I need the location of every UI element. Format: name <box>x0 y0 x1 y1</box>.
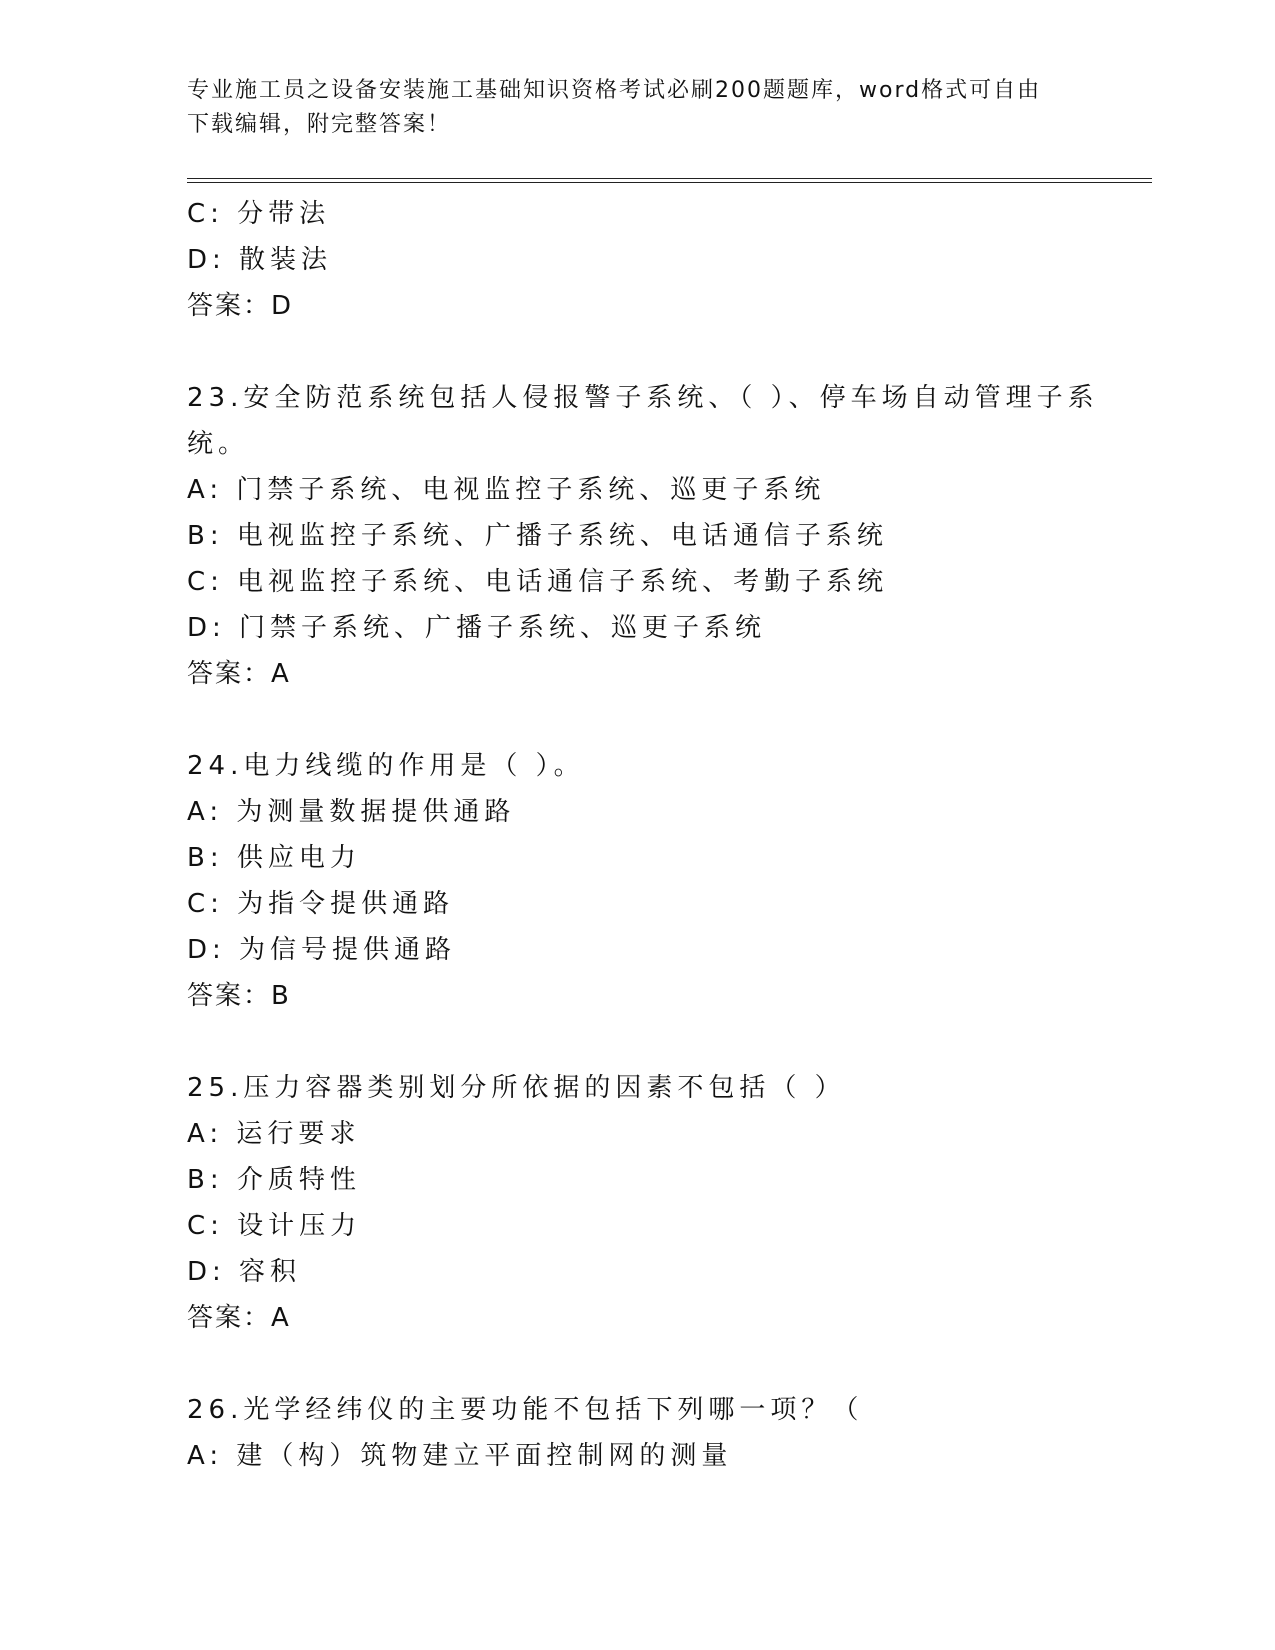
option-d: D: 散装法 <box>187 245 333 275</box>
spacer <box>187 1341 1152 1387</box>
document-header <box>187 74 1067 142</box>
question-stem: 24.电力线缆的作用是（ ）。 <box>187 751 585 781</box>
option-a: A: 为测量数据提供通路 <box>187 797 516 827</box>
question-stem-line-1: 23.安全防范系统包括人侵报警子系统、（ ）、停车场自动管理子系 <box>187 383 1099 413</box>
question-stem: 25.压力容器类别划分所依据的因素不包括（ ） <box>187 1073 846 1103</box>
option-c: C: 分带法 <box>187 199 331 229</box>
answer: 答案：A <box>187 1303 291 1333</box>
option-d: D: 为信号提供通路 <box>187 935 457 965</box>
option-b: B: 供应电力 <box>187 843 361 873</box>
question-26 <box>187 1387 1152 1479</box>
option-a: A: 门禁子系统、电视监控子系统、巡更子系统 <box>187 475 826 505</box>
question-23 <box>187 375 1152 697</box>
option-a: A: 建（构）筑物建立平面控制网的测量 <box>187 1441 733 1471</box>
option-d: D: 容积 <box>187 1257 302 1287</box>
header-divider <box>187 178 1152 183</box>
header-title-line-2: 下载编辑，附完整答案！ <box>187 112 452 137</box>
option-c: C: 设计压力 <box>187 1211 362 1241</box>
option-d: D: 门禁子系统、广播子系统、巡更子系统 <box>187 613 767 643</box>
spacer <box>187 329 1152 375</box>
header-title-line-1: 专业施工员之设备安装施工基础知识资格考试必刷200题题库，word格式可自由 <box>187 78 1042 103</box>
option-a: A: 运行要求 <box>187 1119 361 1149</box>
question-24 <box>187 743 1152 1019</box>
question-stem-line-2: 统。 <box>187 429 250 459</box>
answer: 答案：D <box>187 291 294 321</box>
option-b: B: 介质特性 <box>187 1165 361 1195</box>
answer: 答案：B <box>187 981 291 1011</box>
spacer <box>187 1019 1152 1065</box>
answer: 答案：A <box>187 659 291 689</box>
partial-question <box>187 191 1152 329</box>
option-c: C: 电视监控子系统、电话通信子系统、考勤子系统 <box>187 567 889 597</box>
option-b: B: 电视监控子系统、广播子系统、电话通信子系统 <box>187 521 888 551</box>
question-list <box>187 191 1152 1479</box>
question-stem: 26.光学经纬仪的主要功能不包括下列哪一项？（ <box>187 1395 864 1425</box>
option-c: C: 为指令提供通路 <box>187 889 455 919</box>
question-25 <box>187 1065 1152 1341</box>
spacer <box>187 697 1152 743</box>
